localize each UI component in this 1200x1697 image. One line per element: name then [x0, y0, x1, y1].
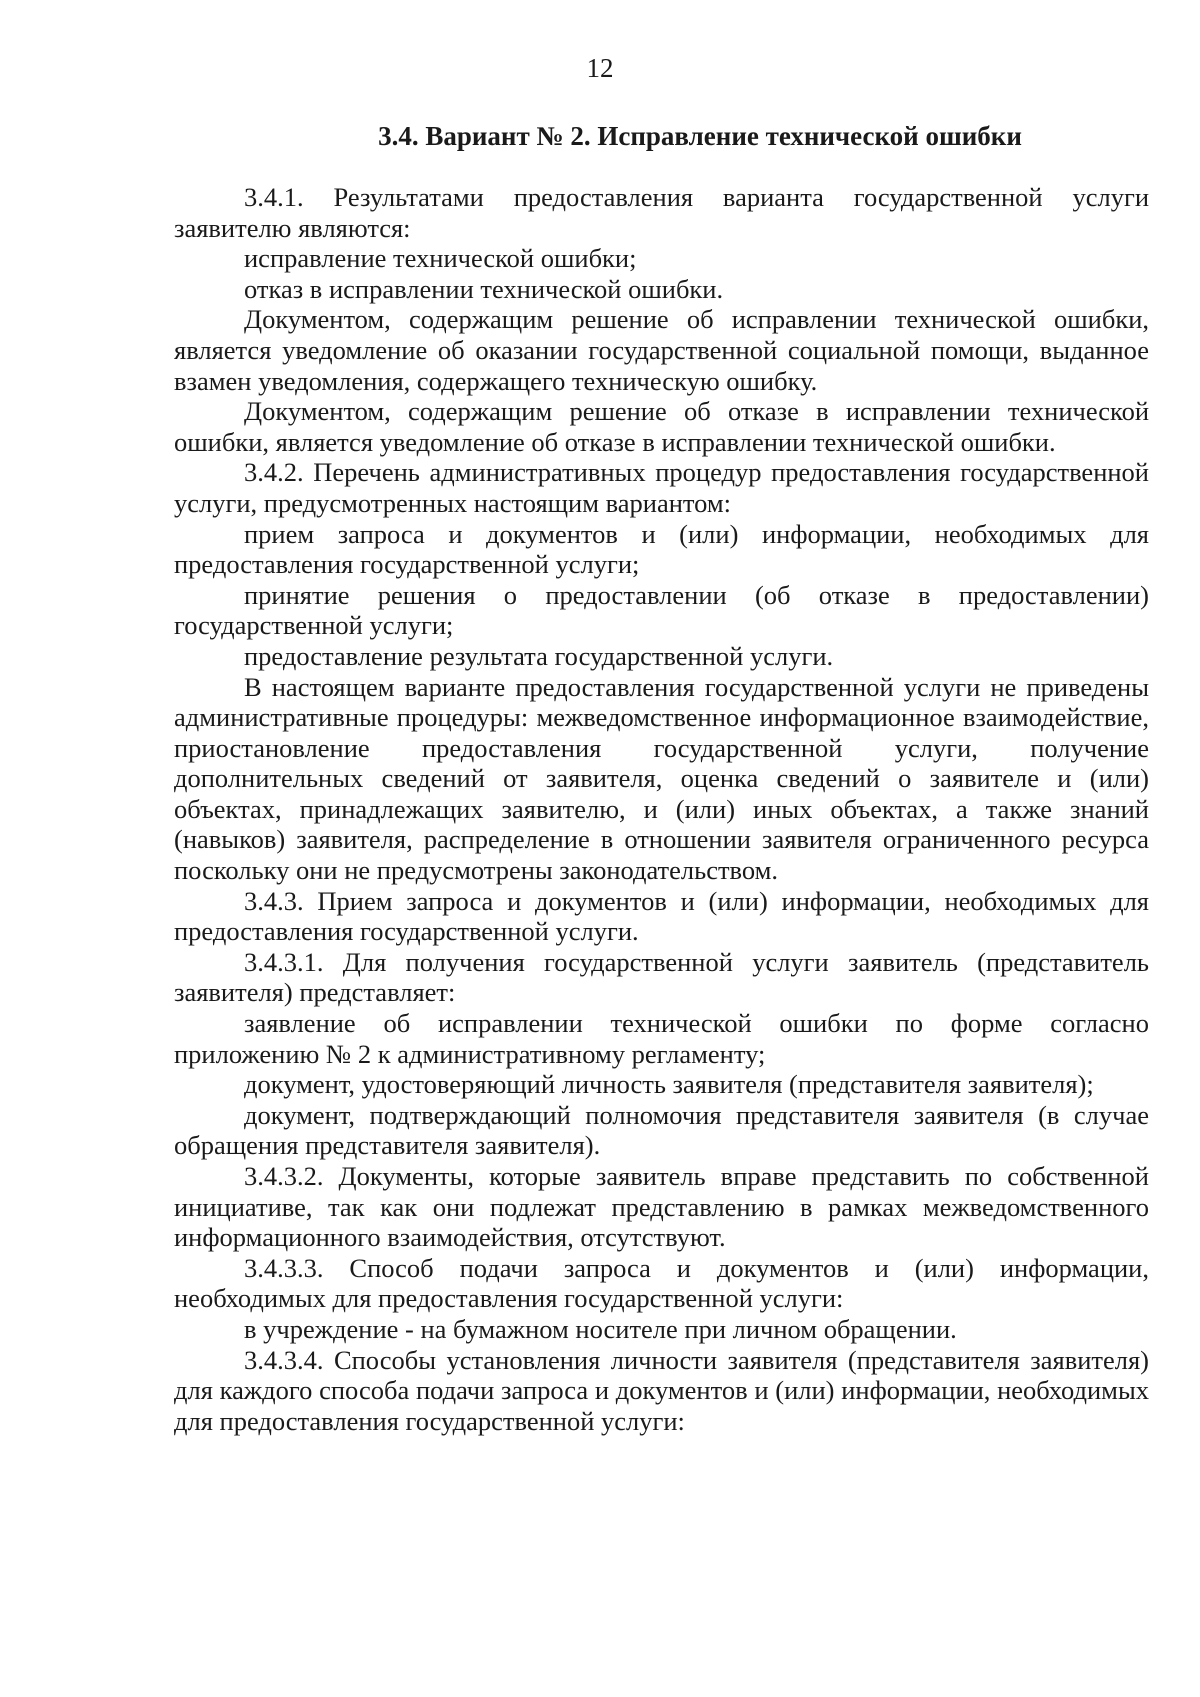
- paragraph: принятие решения о предоставлении (об отказе в предоставлении) государственной услуги;: [174, 579, 1149, 641]
- paragraph: 3.4.3.4. Способы установления личности заявителя (представителя заявителя) для каждого способа подачи запроса и документов и (или) информации, необходимых для предоставления государственной услуги:: [174, 1344, 1149, 1436]
- paragraph: Документом, содержащим решение об исправлении технической ошибки, является уведомление об оказании государственной социальной помощи, выданное взамен уведомления, содержащего техническую ошибку.: [174, 304, 1149, 396]
- paragraph: в учреждение - на бумажном носителе при личном обращении.: [244, 1313, 957, 1344]
- paragraph: 3.4.3. Прием запроса и документов и (или) информации, необходимых для предоставления государственной услуги.: [174, 885, 1149, 947]
- paragraph: прием запроса и документов и (или) информации, необходимых для предоставления государственной услуги;: [174, 518, 1149, 580]
- paragraph: заявление об исправлении технической ошибки по форме согласно приложению № 2 к административному регламенту;: [174, 1008, 1149, 1069]
- paragraph: исправление технической ошибки;: [244, 243, 637, 274]
- paragraph: предоставление результата государственной услуги.: [244, 640, 834, 671]
- paragraph: 3.4.3.3. Способ подачи запроса и документов и (или) информации, необходимых для предоставления государственной услуги:: [174, 1252, 1149, 1314]
- paragraph: 3.4.3.2. Документы, которые заявитель вправе представить по собственной инициативе, так как они подлежат представлению в рамках межведомственного информационного взаимодействия, отсутствуют.: [174, 1161, 1149, 1253]
- paragraph: В настоящем варианте предоставления государственной услуги не приведены административные процедуры: межведомственное информационное взаимодействие, приостановление предоставления государственной услуги, получение дополнительных сведений от заявителя, оценка сведений о заявителе и (или) объектах, принадлежащих заявителю, и (или) иных объектах, а также знаний (навыков) заявителя, распределение в отношении заявителя ограниченного ресурса поскольку они не предусмотрены законодательством.: [174, 671, 1149, 886]
- paragraph: 3.4.1. Результатами предоставления варианта государственной услуги заявителю являются:: [174, 182, 1149, 243]
- paragraph: Документом, содержащим решение об отказе в исправлении технической ошибки, является уведомление об отказе в исправлении технической ошибки.: [174, 396, 1149, 457]
- paragraph: документ, подтверждающий полномочия представителя заявителя (в случае обращения представителя заявителя).: [174, 1099, 1149, 1161]
- paragraph: отказ в исправлении технической ошибки.: [244, 273, 724, 304]
- paragraph: 3.4.3.1. Для получения государственной услуги заявитель (представитель заявителя) представляет:: [174, 946, 1149, 1008]
- document-body: [174, 182, 1149, 1436]
- section-title: 3.4. Вариант № 2. Исправление технической ошибки: [378, 121, 1022, 151]
- paragraph: 3.4.2. Перечень административных процедур предоставления государственной услуги, предусмотренных настоящим вариантом:: [174, 457, 1149, 518]
- paragraph: документ, удостоверяющий личность заявителя (представителя заявителя);: [244, 1069, 1094, 1100]
- page-number: 12: [586, 53, 614, 83]
